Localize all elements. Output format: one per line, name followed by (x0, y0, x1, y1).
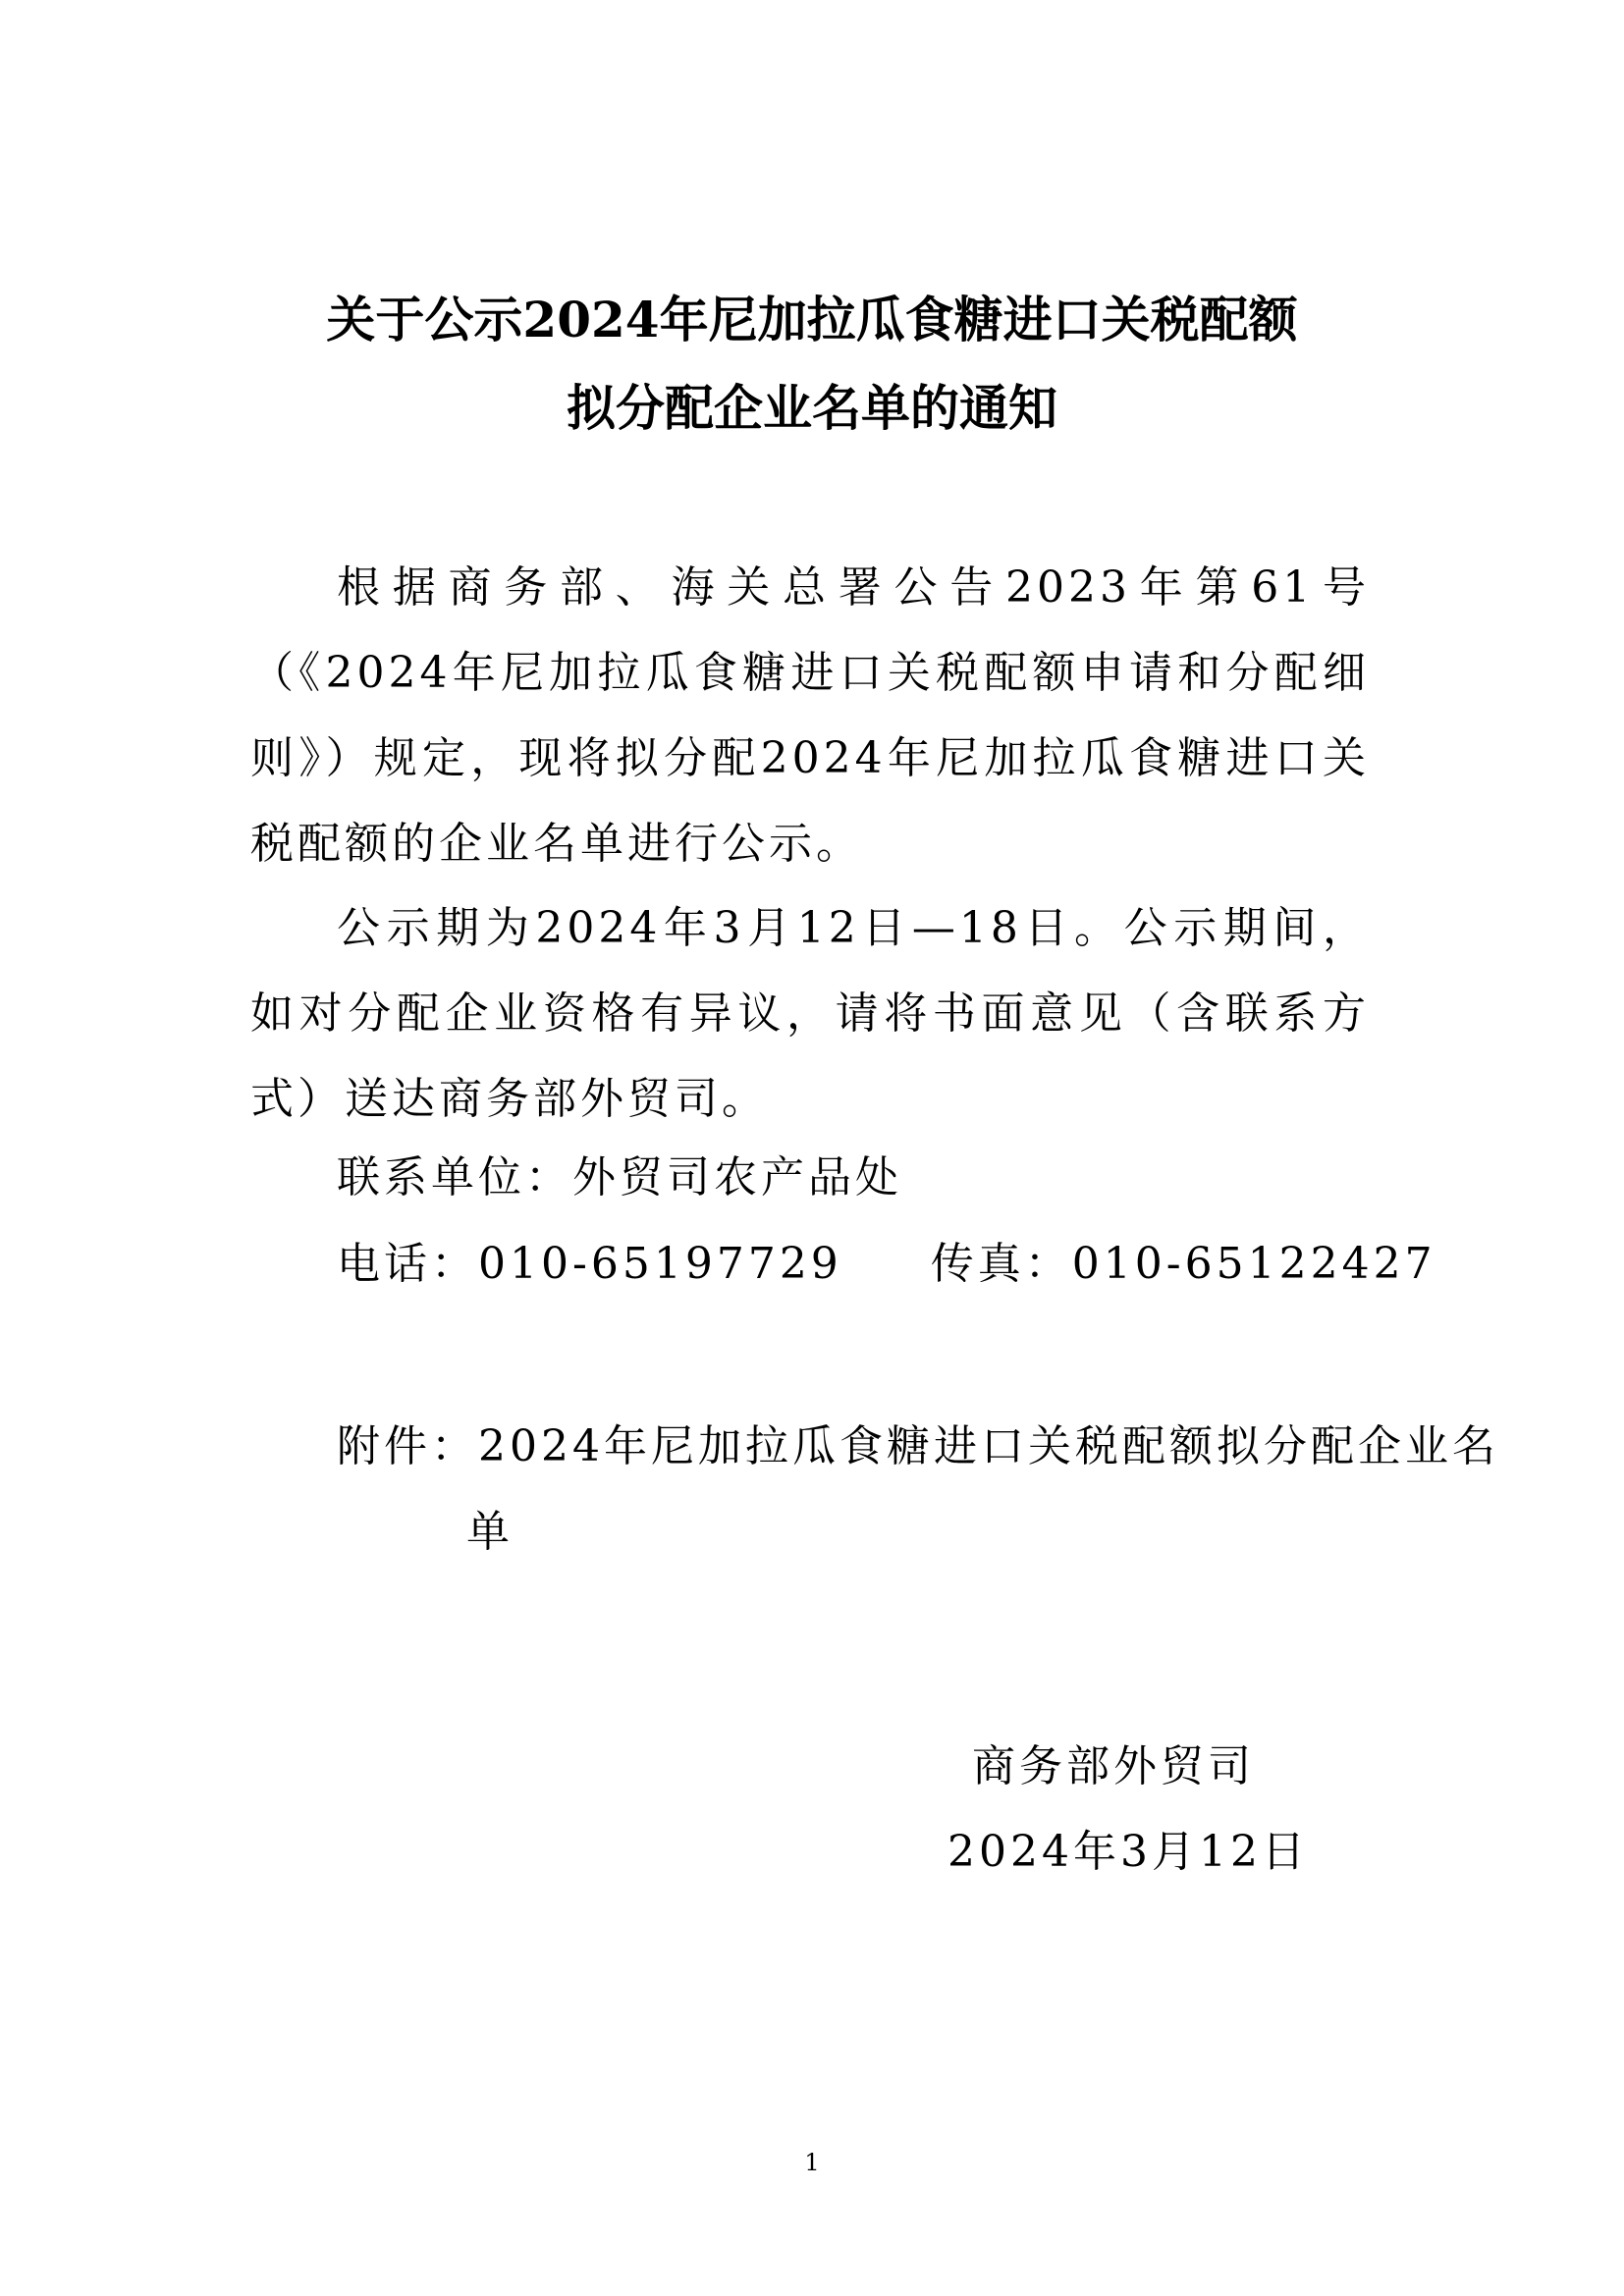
page-number: 1 (804, 2149, 820, 2176)
signature-date: 2024年3月12日 (947, 1827, 1309, 1877)
contact-unit: 联系单位：外贸司农产品处 (337, 1152, 902, 1202)
body-paragraph-2: 公示期为2024年3月12日—18日。公示期间，如对分配企业资格有异议，请将书面意见（含联系方式）送达商务部外贸司。 (250, 903, 1370, 1124)
title-line-1: 关于公示2024年尼加拉瓜食糖进口关税配额 (326, 291, 1298, 348)
contact-phone: 电话：010-65197729 (337, 1239, 842, 1289)
body-paragraph-1: 根据商务部、海关总署公告2023年第61号（《2024年尼加拉瓜食糖进口关税配额申请和分配细则》）规定，现将拟分配2024年尼加拉瓜食糖进口关税配额的企业名单进行公示。 (250, 562, 1370, 869)
signature-organization: 商务部外贸司 (972, 1741, 1255, 1791)
attachment-note: 附件：2024年尼加拉瓜食糖进口关税配额拟分配企业名单 (337, 1421, 1499, 1557)
title-line-2: 拟分配企业名单的通知 (567, 379, 1057, 437)
contact-line (337, 1235, 1436, 1294)
contact-fax: 传真：010-65122427 (930, 1239, 1436, 1289)
